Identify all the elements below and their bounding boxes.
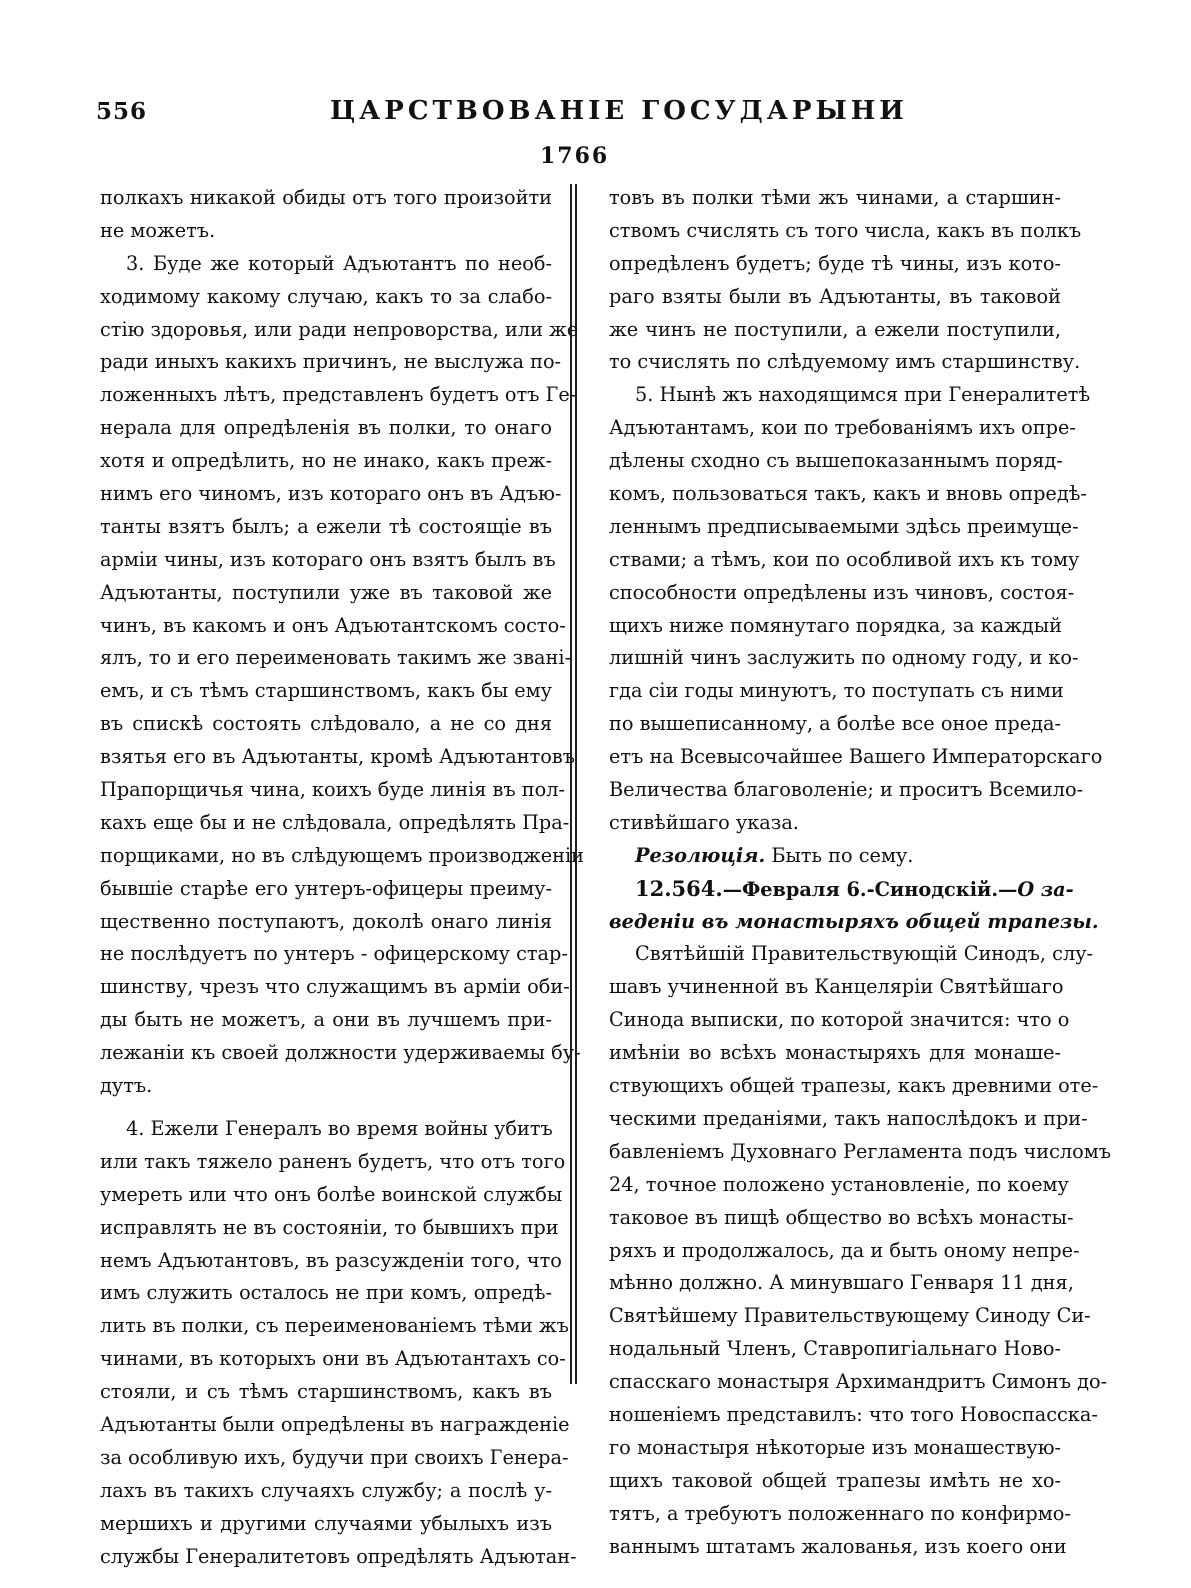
text-line: 4. Ежели Генералъ во время войны убитъ (126, 1116, 553, 1140)
text-line: лить въ полки, съ переименованіемъ тѣми жъ (100, 1314, 569, 1338)
text-line: ложенныхъ лѣтъ, представленъ будетъ отъ Ге- (100, 383, 577, 407)
text-line: порщиками, но въ слѣдующемъ производженіи (100, 843, 584, 867)
text-line: ради иныхъ какихъ причинъ, не выслужа по- (100, 350, 562, 374)
text-line: стію здоровья, или ради непроворства, или же (100, 317, 579, 341)
text-line: Прапорщичья чина, коихъ буде линія въ пол- (100, 778, 566, 802)
text-line: ваннымъ штатамъ жалованья, изъ коего они (609, 1534, 1067, 1558)
act-title-end (609, 906, 1099, 939)
text-line: по вышеписанному, а болѣе все оное преда- (609, 712, 1061, 736)
text-line: ходимому какому случаю, какъ то за слабо- (100, 284, 552, 308)
act-title-text: веденіи въ монастыряхъ общей трапезы. (609, 909, 1099, 933)
text-line: го монастыря нѣкоторые изъ монашествую- (609, 1435, 1061, 1459)
text-line: Святѣйшій Правительствующій Синодъ, слу- (635, 942, 1094, 966)
text-line: 3. Буде же который Адъютантъ по необ- (126, 251, 552, 275)
resolution-line (609, 840, 1061, 873)
act-date-type: —Февраля 6.-Синодскій.— (722, 877, 1018, 901)
text-line: не послѣдуетъ по унтеръ - офицерскому стар- (100, 942, 568, 966)
text-line: чинъ, въ какомъ и онъ Адъютантскомъ состо- (100, 613, 566, 637)
text-line: раго взяты были въ Адъютанты, въ таковой (609, 284, 1061, 308)
text-line: дутъ. (100, 1074, 153, 1098)
text-line: лишній чинъ заслужить по одному году, и ко- (609, 646, 1079, 670)
text-line: емъ, и съ тѣмъ старшинствомъ, какъ бы ему (100, 679, 553, 703)
text-line: немъ Адъютантовъ, въ разсужденіи того, что (100, 1248, 562, 1272)
text-line: ствующихъ общей трапезы, какъ древними оте- (609, 1074, 1099, 1098)
text-line: ды быть не можетъ, а они въ лучшемъ при- (100, 1008, 552, 1032)
text-line: Святѣйшему Правительствующему Синоду Си- (609, 1304, 1091, 1328)
column-divider (570, 184, 577, 1384)
text-line: дѣлены сходно съ вышепоказаннымъ поряд- (609, 449, 1063, 473)
text-line: способности опредѣлены изъ чиновъ, состоя- (609, 580, 1075, 604)
text-line: Величества благоволеніе; и проситъ Всемило- (609, 778, 1084, 802)
text-line: щихъ таковой общей трапезы имѣть не хо- (609, 1468, 1061, 1492)
text-line: полкахъ никакой обиды отъ того произойти (100, 186, 552, 209)
text-line: опредѣленъ будетъ; буде тѣ чины, изъ кото- (609, 251, 1061, 275)
text-line: арміи чины, изъ котораго онъ взятъ былъ въ (100, 547, 556, 571)
text-line: бывшіе старѣе его унтеръ-офицеры преиму- (100, 876, 552, 900)
text-line: щихъ ниже помянутаго порядка, за каждый (609, 613, 1062, 637)
text-line: имъ служить осталось не при комъ, опредѣ- (100, 1281, 552, 1305)
page-number: 556 (96, 98, 148, 125)
text-line: Адъютантамъ, кои по требованіямъ ихъ опре- (609, 416, 1076, 440)
text-line: 5. Нынѣ жъ находящимся при Генералитетѣ (635, 383, 1091, 407)
text-line: чинами, въ которыхъ они въ Адъютантахъ со- (100, 1347, 566, 1371)
year-heading: 1766 (540, 143, 610, 169)
act-title-start: О за- (1017, 877, 1074, 901)
text-line: танты взятъ былъ; а ежели тѣ состоящіе въ (100, 514, 552, 538)
text-line: мѣнно должно. А минувшаго Генваря 11 дня, (609, 1271, 1074, 1295)
text-line: ствомъ счислять съ того числа, какъ въ полкъ (609, 218, 1082, 242)
text-line: мершихъ и другими случаями убылыхъ изъ (100, 1511, 552, 1535)
left-column (100, 182, 584, 1573)
text-line: кахъ еще бы и не слѣдовала, опредѣлять Пра- (100, 810, 570, 834)
text-line: етъ на Всевысочайшее Вашего Императорскаго (609, 745, 1103, 769)
text-line: гда сіи годы минуютъ, то поступать съ ними (609, 679, 1064, 703)
text-line: ялъ, то и его переименовать такимъ же звані- (100, 646, 572, 670)
text-line: не можетъ. (100, 218, 216, 242)
text-line: щественно поступаютъ, доколѣ онаго линія (100, 909, 552, 933)
text-line: умереть или что онъ болѣе воинской службы (100, 1182, 563, 1206)
text-line: стивѣйшаго указа. (609, 810, 799, 834)
right-column (609, 182, 1112, 1563)
text-line: Адъютанты, поступили уже въ таковой же (100, 580, 552, 604)
text-line: же чинъ не поступили, а ежели поступили, (609, 317, 1061, 341)
text-line: ношеніемъ представилъ: что того Новоспасска- (609, 1402, 1098, 1426)
text-line: исправлять не въ состояніи, то бывшихъ при (100, 1215, 559, 1239)
text-line: Синода выписки, по которой значится: что о (609, 1008, 1070, 1032)
text-line: стояли, и съ тѣмъ старшинствомъ, какъ въ (100, 1380, 552, 1404)
resolution-text: Быть по сему. (765, 843, 914, 867)
text-line: комъ, пользоваться такъ, какъ и вновь опредѣ- (609, 482, 1087, 506)
text-line: товъ въ полки тѣми жъ чинами, а старшин- (609, 186, 1061, 209)
text-line: то счислять по слѣдуемому имъ старшинству. (609, 350, 1081, 374)
text-line: взятья его въ Адъютанты, кромѣ Адъютантовъ (100, 745, 575, 769)
act-heading (609, 873, 1074, 906)
text-line: или такъ тяжело раненъ будетъ, что отъ того (100, 1149, 566, 1173)
text-line: 24, точное положено установленіе, по коему (609, 1172, 1069, 1196)
text-line: въ спискѣ состоять слѣдовало, а не со дня (100, 712, 552, 736)
resolution-label: Резолюція. (635, 843, 766, 867)
text-line: хотя и опредѣлить, но не инако, какъ преж- (100, 449, 552, 473)
text-line: леннымъ предписываемыми здѣсь преимуще- (609, 514, 1079, 538)
text-line: спасскаго монастыря Архимандритъ Симонъ до- (609, 1370, 1108, 1394)
text-line: таковое въ пищѣ общество во всѣхъ монасты- (609, 1205, 1074, 1229)
text-line: имѣніи во всѣхъ монастыряхъ для монаше- (609, 1041, 1061, 1065)
act-number: 12.564. (635, 875, 723, 901)
running-title: ЦАРСТВОВАНІЕ ГОСУДАРЫНИ (330, 96, 908, 126)
text-line: за особливую ихъ, будучи при своихъ Генера- (100, 1445, 569, 1469)
text-line: лахъ въ такихъ случаяхъ службу; а послѣ у- (100, 1478, 552, 1502)
text-line: ческими преданіями, такъ напослѣдокъ и при- (609, 1106, 1088, 1130)
text-line: шавъ учиненной въ Канцеляріи Святѣйшаго (609, 975, 1064, 999)
text-line: ряхъ и продолжалось, да и быть оному непре- (609, 1238, 1080, 1262)
text-line: нимъ его чиномъ, изъ котораго онъ въ Адъю- (100, 482, 562, 506)
text-line: Адъютанты были опредѣлены въ награжденіе (100, 1412, 570, 1436)
text-line: ствами; а тѣмъ, кои по особливой ихъ къ тому (609, 547, 1080, 571)
text-line: нерала для опредѣленія въ полки, то онаго (100, 416, 552, 440)
text-line: шинству, чрезъ что служащимъ въ арміи оби- (100, 975, 570, 999)
text-line: тятъ, а требуютъ положеннаго по конфирмо- (609, 1501, 1071, 1525)
text-line: бавленіемъ Духовнаго Регламента подъ числомъ (609, 1139, 1112, 1163)
text-line: нодальный Членъ, Ставропигіальнаго Ново- (609, 1337, 1061, 1361)
text-line: службы Генералитетовъ опредѣлять Адъютан- (100, 1544, 577, 1568)
text-line: лежаніи къ своей должности удерживаемы бу- (100, 1041, 581, 1065)
